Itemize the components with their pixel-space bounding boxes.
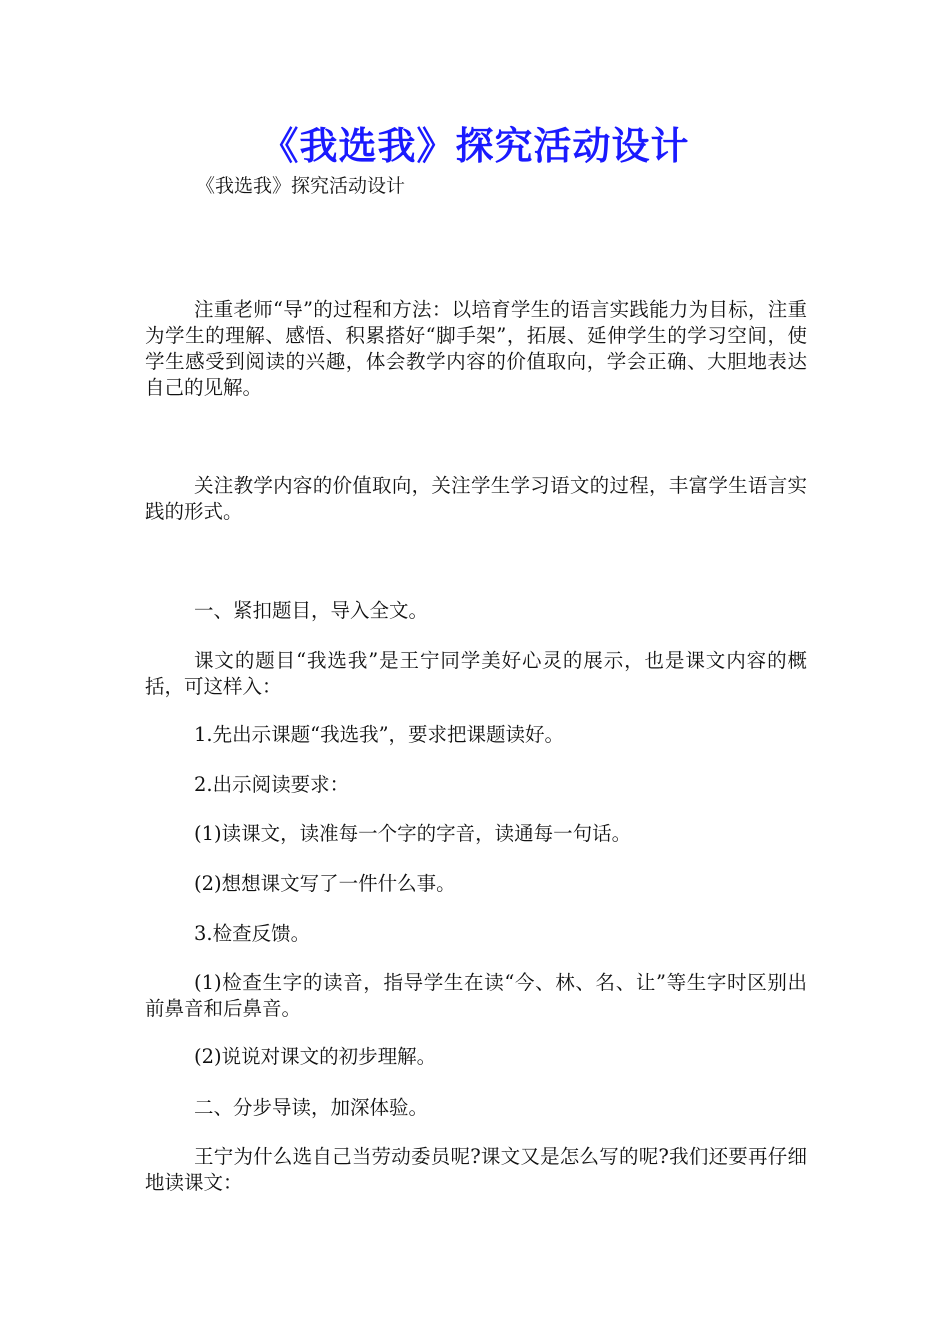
paragraph-guided-reading: 王宁为什么选自己当劳动委员呢?课文又是怎么写的呢?我们还要再仔细地读课文： [145, 1145, 807, 1194]
paragraph-value-orientation: 关注教学内容的价值取向，关注学生学习语文的过程，丰富学生语言实践的形式。 [145, 474, 807, 523]
paragraph-intro-principle: 注重老师“导”的过程和方法：以培育学生的语言实践能力为目标，注重为学生的理解、感悟、积累搭好“脚手架”，拓展、延伸学生的学习空间，使学生感受到阅读的兴趣，体会教学内容的价值取向，学会正确、大胆地表达自己的见解。 [145, 298, 807, 399]
list-subitem-2-2: (2)想想课文写了一件什么事。 [194, 872, 456, 895]
paragraph-title-intro: 课文的题目“我选我”是王宁同学美好心灵的展示，也是课文内容的概括，可这样入： [145, 649, 807, 698]
list-subitem-3-2: (2)说说对课文的初步理解。 [194, 1045, 437, 1068]
list-item-2: 2.出示阅读要求： [194, 773, 350, 796]
list-subitem-3-1: (1)检查生字的读音，指导学生在读“今、林、名、让”等生字时区别出前鼻音和后鼻音。 [145, 971, 807, 1020]
document-subtitle: 《我选我》探究活动设计 [196, 175, 406, 197]
list-item-1: 1.先出示课题“我选我”，要求把课题读好。 [194, 723, 565, 746]
section-heading-1: 一、紧扣题目，导入全文。 [194, 599, 429, 622]
list-item-3: 3.检查反馈。 [194, 922, 311, 945]
list-subitem-2-1: (1)读课文，读准每一个字的字音，读通每一句话。 [194, 822, 632, 845]
document-title: 《我选我》探究活动设计 [260, 123, 690, 168]
section-heading-2: 二、分步导读，加深体验。 [194, 1096, 429, 1119]
